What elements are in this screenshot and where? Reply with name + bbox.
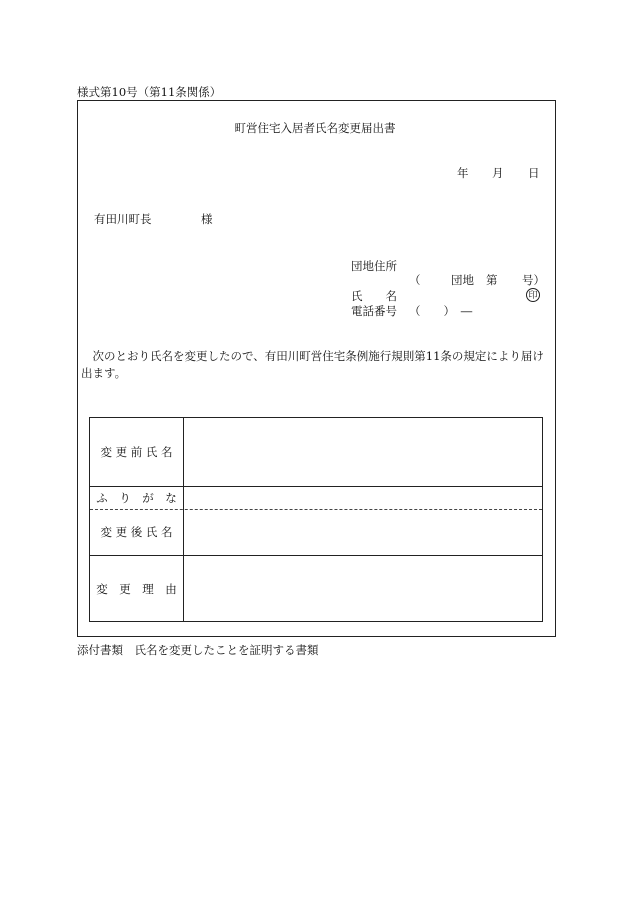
phone-label: 電話番号 xyxy=(351,304,397,318)
attachment-note: 添付書類 氏名を変更したことを証明する書類 xyxy=(77,643,319,657)
before-name-label: 変 更 前 氏 名 xyxy=(100,445,173,459)
addressee-honorific: 様 xyxy=(201,212,213,226)
seal-icon: 印 xyxy=(526,288,540,302)
furigana-label: ふ り が な xyxy=(96,490,177,505)
dai-label: 第 xyxy=(486,273,498,287)
phone-format: （ ） ― xyxy=(409,304,473,318)
change-table xyxy=(89,417,543,622)
reason-label: 変 更 理 由 xyxy=(96,581,177,596)
go-label: 号） xyxy=(522,273,545,287)
address-label: 団地住所 xyxy=(351,259,397,273)
document-title: 町営住宅入居者氏名変更届出書 xyxy=(234,121,396,135)
after-name-label: 変 更 後 氏 名 xyxy=(100,525,173,539)
name-label: 氏 名 xyxy=(351,289,397,303)
form-number-label: 様式第10号（第11条関係） xyxy=(77,85,222,99)
addressee-name: 有田川町長 xyxy=(94,212,152,226)
seal-mark-wrapper xyxy=(526,287,540,302)
table-column-divider xyxy=(183,418,184,621)
address-paren-open: （ xyxy=(409,273,421,287)
body-paragraph: 次のとおり氏名を変更したので、有田川町営住宅条例施行規則第11条の規定により届け出ます。 xyxy=(81,349,544,380)
danchi-label: 団地 xyxy=(451,273,474,287)
date-day: 日 xyxy=(528,166,540,180)
date-month: 月 xyxy=(492,166,504,180)
date-year: 年 xyxy=(457,166,469,180)
